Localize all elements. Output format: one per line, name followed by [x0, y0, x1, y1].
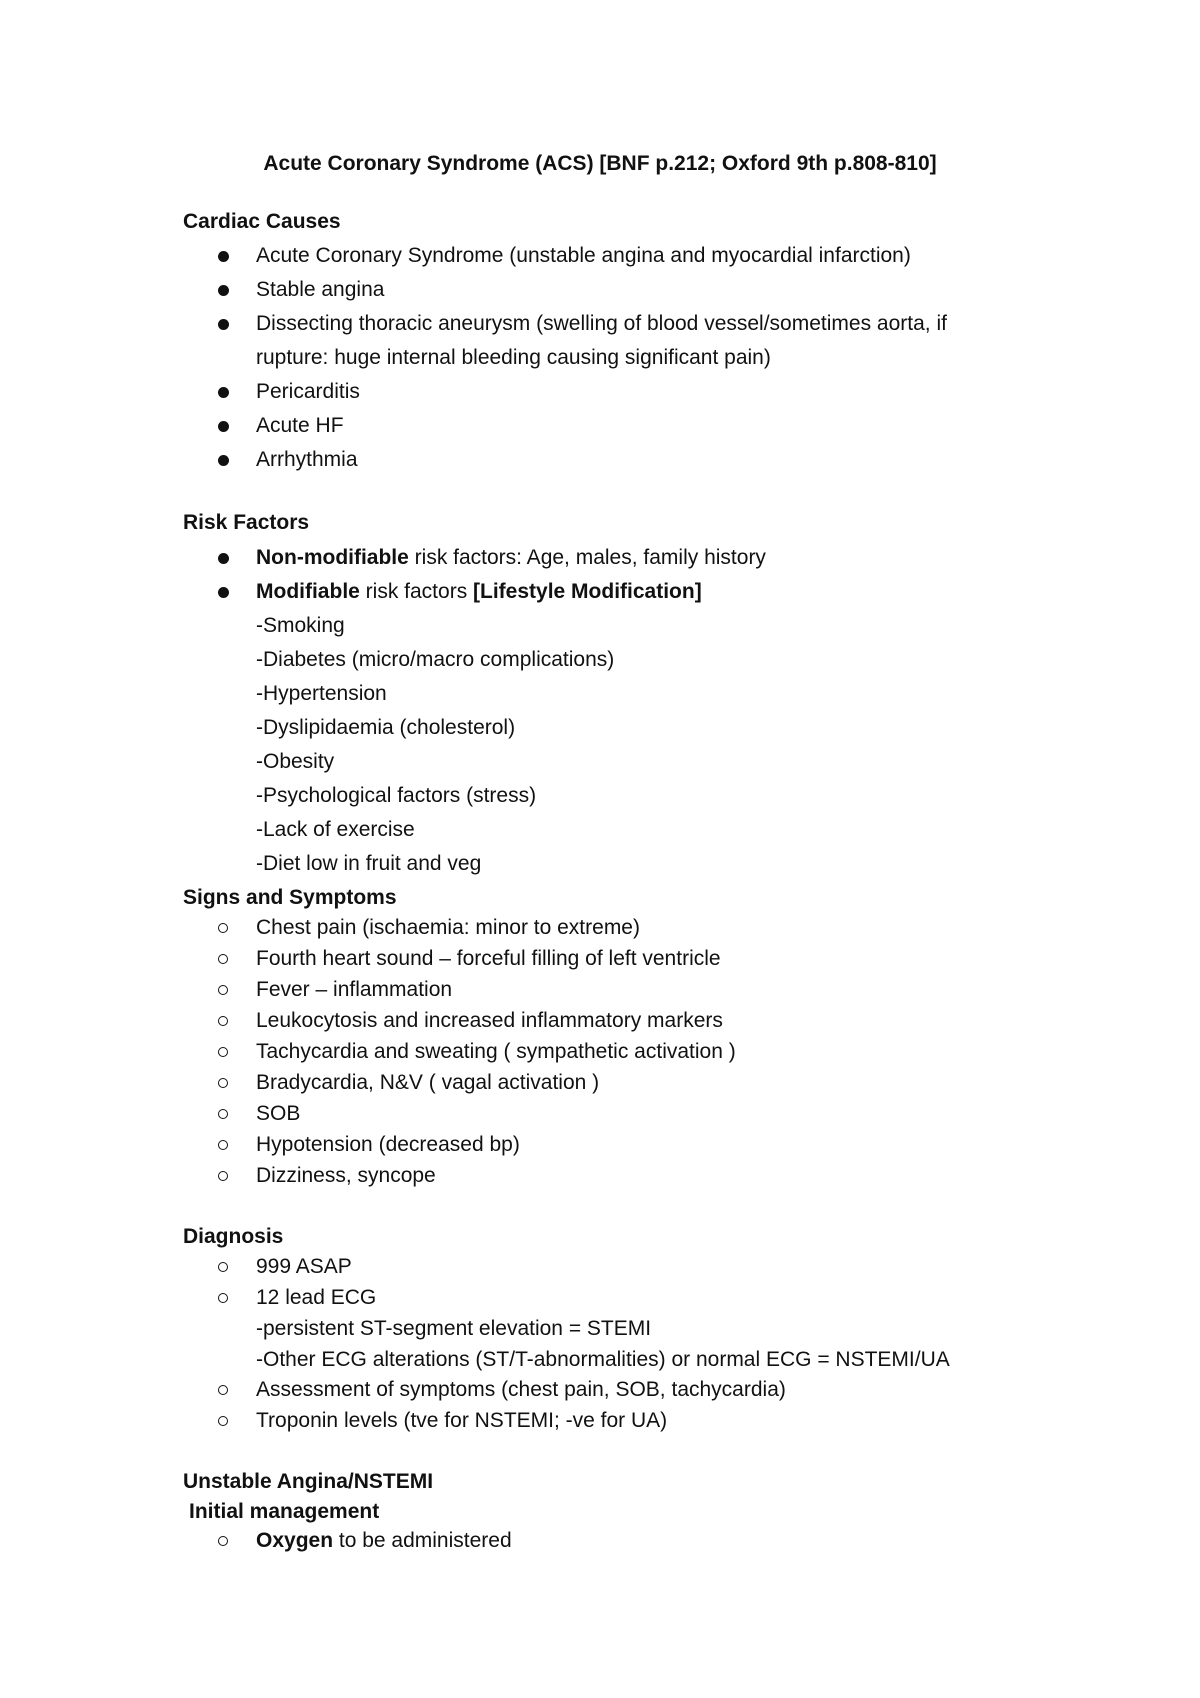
non-modifiable-text: risk factors: Age, males, family history	[408, 546, 766, 569]
list-item: Pericarditis	[256, 380, 360, 403]
sub-item: -Other ECG alterations (ST/T-abnormalities) or normal ECG = NSTEMI/UA	[256, 1348, 950, 1371]
sub-item: -persistent ST-segment elevation = STEMI	[256, 1317, 652, 1340]
sub-item: -Diabetes (micro/macro complications)	[256, 648, 615, 671]
sub-item: -Hypertension	[256, 682, 387, 705]
list-item: Acute HF	[256, 414, 344, 437]
diagnosis-heading: Diagnosis	[183, 1225, 284, 1248]
bullet-icon	[216, 378, 230, 406]
bullet-icon	[216, 544, 230, 572]
risk-factors-heading: Risk Factors	[183, 511, 310, 534]
unstable-angina-heading: Unstable Angina/NSTEMI	[183, 1470, 434, 1493]
signs-symptoms-heading: Signs and Symptoms	[183, 886, 397, 909]
sub-item: -Lack of exercise	[256, 818, 415, 841]
list-item: Hypotension (decreased bp)	[256, 1133, 520, 1156]
initial-management-subheading: Initial management	[189, 1500, 380, 1523]
bullet-icon	[216, 310, 230, 338]
list-item: SOB	[256, 1102, 301, 1125]
oxygen-text: to be administered	[333, 1529, 512, 1552]
list-item: Bradycardia, N&V ( vagal activation )	[256, 1071, 600, 1094]
bullet-icon	[216, 945, 230, 973]
cardiac-causes-heading: Cardiac Causes	[183, 210, 341, 233]
list-item: Troponin levels (tve for NSTEMI; -ve for UA)	[256, 1409, 668, 1432]
bullet-icon	[216, 1007, 230, 1035]
page-title: Acute Coronary Syndrome (ACS) [BNF p.212; Oxford 9th p.808-810]	[263, 152, 937, 175]
list-item: Dizziness, syncope	[256, 1164, 436, 1187]
list-item	[256, 578, 702, 606]
list-item: 999 ASAP	[256, 1255, 352, 1278]
list-item: Leukocytosis and increased inflammatory markers	[256, 1009, 723, 1032]
bullet-icon	[216, 914, 230, 942]
list-item	[256, 544, 766, 572]
sub-item: -Psychological factors (stress)	[256, 784, 537, 807]
list-item: Tachycardia and sweating ( sympathetic activation )	[256, 1040, 736, 1063]
list-item: Chest pain (ischaemia: minor to extreme)	[256, 916, 640, 939]
bullet-icon	[216, 1407, 230, 1435]
sub-item: -Obesity	[256, 750, 335, 773]
modifiable-label: Modifiable	[256, 580, 360, 603]
list-item: Stable angina	[256, 278, 385, 301]
list-item: 12 lead ECG	[256, 1286, 377, 1309]
oxygen-label: Oxygen	[256, 1529, 334, 1552]
list-item	[256, 1527, 512, 1555]
non-modifiable-label: Non-modifiable	[256, 546, 409, 569]
list-item: Arrhythmia	[256, 448, 358, 471]
bullet-icon	[216, 1527, 230, 1555]
bullet-icon	[216, 1100, 230, 1128]
bullet-icon	[216, 1253, 230, 1281]
bullet-icon	[216, 1069, 230, 1097]
list-item-continuation: rupture: huge internal bleeding causing significant pain)	[256, 346, 771, 369]
list-item: Acute Coronary Syndrome (unstable angina and myocardial infarction)	[256, 244, 911, 267]
list-item: Fourth heart sound – forceful filling of left ventricle	[256, 947, 721, 970]
list-item: Assessment of symptoms (chest pain, SOB, tachycardia)	[256, 1378, 786, 1401]
sub-item: -Dyslipidaemia (cholesterol)	[256, 716, 516, 739]
list-item: Dissecting thoracic aneurysm (swelling of blood vessel/sometimes aorta, if	[256, 312, 947, 335]
bullet-icon	[216, 1162, 230, 1190]
bullet-icon	[216, 1038, 230, 1066]
bullet-icon	[216, 446, 230, 474]
bullet-icon	[216, 242, 230, 270]
bullet-icon	[216, 276, 230, 304]
modifiable-text: risk factors	[359, 580, 474, 603]
bullet-icon	[216, 412, 230, 440]
lifestyle-modification-label: [Lifestyle Modification]	[473, 580, 702, 603]
list-item: Fever – inflammation	[256, 978, 453, 1001]
bullet-icon	[216, 578, 230, 606]
sub-item: -Diet low in fruit and veg	[256, 852, 482, 875]
bullet-icon	[216, 1131, 230, 1159]
bullet-icon	[216, 1376, 230, 1404]
sub-item: -Smoking	[256, 614, 345, 637]
bullet-icon	[216, 1284, 230, 1312]
bullet-icon	[216, 976, 230, 1004]
